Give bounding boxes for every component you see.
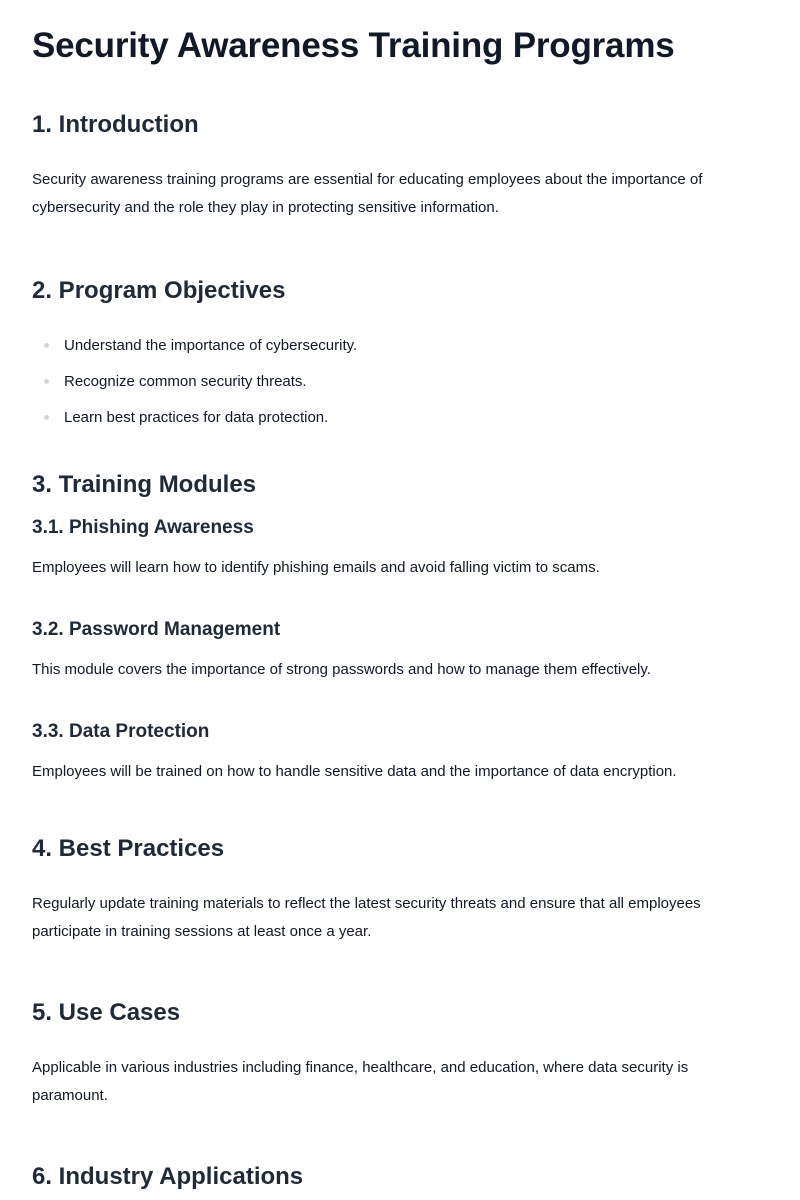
subsection-paragraph: This module covers the importance of strong passwords and how to manage them effectively. bbox=[32, 661, 651, 678]
section-best-practices bbox=[32, 834, 768, 946]
subsection-heading: 3.2. Password Management bbox=[32, 619, 281, 640]
bullet-icon bbox=[44, 343, 49, 348]
subsection-paragraph: Employees will be trained on how to handle sensitive data and the importance of data encryption. bbox=[32, 763, 677, 780]
bullet-icon bbox=[44, 379, 49, 384]
objectives-list bbox=[32, 334, 768, 430]
section-use-cases bbox=[32, 998, 768, 1110]
section-heading: 2. Program Objectives bbox=[32, 277, 286, 304]
section-heading: 5. Use Cases bbox=[32, 999, 181, 1026]
section-paragraph: Security awareness training programs are essential for educating employees about the importance of cybersecurity and the role they play in protecting sensitive information. bbox=[32, 171, 703, 216]
section-paragraph: Regularly update training materials to reflect the latest security threats and ensure that all employees participate in training sessions at least once a year. bbox=[32, 895, 701, 940]
list-item bbox=[32, 370, 768, 394]
section-heading: 3. Training Modules bbox=[32, 471, 257, 498]
document-title: Security Awareness Training Programs bbox=[32, 26, 675, 65]
list-item-text: Understand the importance of cybersecurity. bbox=[64, 337, 358, 354]
subsection-heading: 3.3. Data Protection bbox=[32, 721, 210, 742]
section-heading: 4. Best Practices bbox=[32, 835, 225, 862]
section-training-modules bbox=[32, 470, 768, 786]
section-paragraph: Applicable in various industries including finance, healthcare, and education, where data security is paramount. bbox=[32, 1059, 689, 1104]
section-heading: 6. Industry Applications bbox=[32, 1163, 304, 1190]
list-item-text: Learn best practices for data protection. bbox=[64, 409, 329, 426]
section-introduction bbox=[32, 110, 768, 222]
section-heading: 1. Introduction bbox=[32, 111, 199, 138]
bullet-icon bbox=[44, 415, 49, 420]
list-item-text: Recognize common security threats. bbox=[64, 373, 307, 390]
subsection-heading: 3.1. Phishing Awareness bbox=[32, 517, 254, 538]
list-item bbox=[32, 334, 768, 358]
section-objectives bbox=[32, 276, 768, 430]
subsection-paragraph: Employees will learn how to identify phishing emails and avoid falling victim to scams. bbox=[32, 559, 600, 576]
list-item bbox=[32, 406, 768, 430]
section-industry-applications bbox=[32, 1162, 768, 1192]
